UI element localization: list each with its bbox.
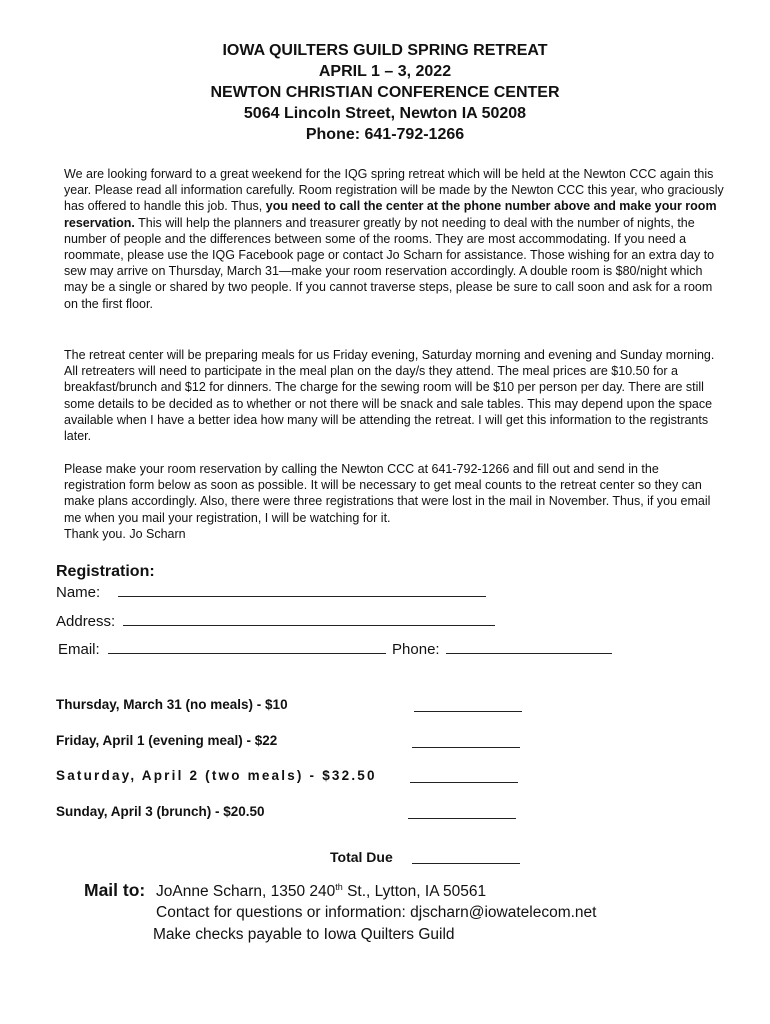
- mail-address-end: St., Lytton, IA 50561: [342, 883, 487, 901]
- mail-address-start: JoAnne Scharn, 1350 240: [156, 883, 336, 901]
- name-field[interactable]: [56, 582, 486, 601]
- total-due-blank[interactable]: [412, 849, 520, 864]
- registration-title: Registration:: [56, 563, 155, 580]
- intro-paragraph: [64, 166, 724, 312]
- checks-payable: Make checks payable to Iowa Quilters Guild: [153, 926, 455, 943]
- email-label: Email:: [58, 641, 100, 658]
- mail-address-sup: th: [335, 882, 343, 892]
- meals-paragraph: The retreat center will be preparing meals for us Friday evening, Saturday morning and evening and Sunday morning. All retreaters will need to participate in the meal plan on the day/s they attend. The meal prices are $10.50 for a breakfast/brunch and $12 for dinners. The charge for the sewing room will be $10 per person per day. There are still some details to be decided as to whether or not there will be snack and sale tables. This may depend upon the space available when I have a better idea how many will be attending the retreat. I will get this information to the registrants later.: [64, 348, 715, 444]
- retreat-title: IOWA QUILTERS GUILD SPRING RETREAT: [222, 42, 548, 59]
- address-label: Address:: [56, 613, 116, 630]
- address-field[interactable]: [56, 611, 495, 630]
- mail-address: [156, 882, 486, 901]
- total-due-label: Total Due: [330, 849, 393, 865]
- document-header: [0, 40, 770, 145]
- day-friday: Friday, April 1 (evening meal) - $22: [56, 733, 278, 748]
- phone-label: Phone:: [392, 641, 440, 658]
- intro-bold-instruction: you need to call the center at the phone number above and make your room reservation.: [64, 199, 717, 230]
- intro-text-start: We are looking forward to a great weekend for the IQG spring retreat which will be held at the Newton CCC again this year. Please read all information carefully. Room registration will be made by the Newton CCC this year, who graciously has offered to handle this job. Thus,: [64, 167, 724, 214]
- reservation-paragraph: [64, 461, 724, 542]
- thursday-amount-blank[interactable]: [414, 697, 522, 712]
- email-line[interactable]: [108, 639, 386, 654]
- name-label: Name:: [56, 584, 101, 601]
- retreat-dates: APRIL 1 – 3, 2022: [318, 63, 452, 80]
- phone-line[interactable]: [446, 639, 612, 654]
- venue-phone: Phone: 641-792-1266: [305, 126, 465, 143]
- name-line[interactable]: [118, 582, 486, 597]
- signoff: Thank you. Jo Scharn: [64, 526, 186, 541]
- day-thursday: Thursday, March 31 (no meals) - $10: [56, 697, 288, 712]
- email-field[interactable]: [58, 639, 612, 658]
- mail-to-label: Mail to:: [84, 880, 146, 900]
- day-sunday: Sunday, April 3 (brunch) - $20.50: [56, 804, 265, 819]
- reservation-text: Please make your room reservation by calling the Newton CCC at 641-792-1266 and fill out and send in the registration form below as soon as possible. It will be necessary to get meal counts to the retreat center so they can make plans accordingly. Also, there were three registrations that were lost in the mail in November. Thus, if you email me when you mail your registration, I will be watching for it.: [64, 462, 711, 525]
- intro-text-end: This will help the planners and treasurer greatly by not needing to deal with the number of nights, the number of people and the differences between some of the rooms. They are most accommodating. If you need a roommate, please use the IQG Facebook page or contact Jo Scharn for assistance. Those wishing for an extra day to sew may arrive on Thursday, March 31—make your room reservation accordingly. A double room is $80/night which may be a single or shared by two people. If you cannot traverse steps, please be sure to call soon and ask for a room on the first floor.: [64, 215, 715, 311]
- friday-amount-blank[interactable]: [412, 733, 520, 748]
- contact-info: Contact for questions or information: djscharn@iowatelecom.net: [156, 904, 597, 921]
- venue-name: NEWTON CHRISTIAN CONFERENCE CENTER: [210, 84, 560, 101]
- day-saturday: Saturday, April 2 (two meals) - $32.50: [56, 768, 377, 783]
- saturday-amount-blank[interactable]: [410, 768, 518, 783]
- sunday-amount-blank[interactable]: [408, 804, 516, 819]
- address-line[interactable]: [123, 611, 495, 626]
- venue-address: 5064 Lincoln Street, Newton IA 50208: [243, 105, 527, 122]
